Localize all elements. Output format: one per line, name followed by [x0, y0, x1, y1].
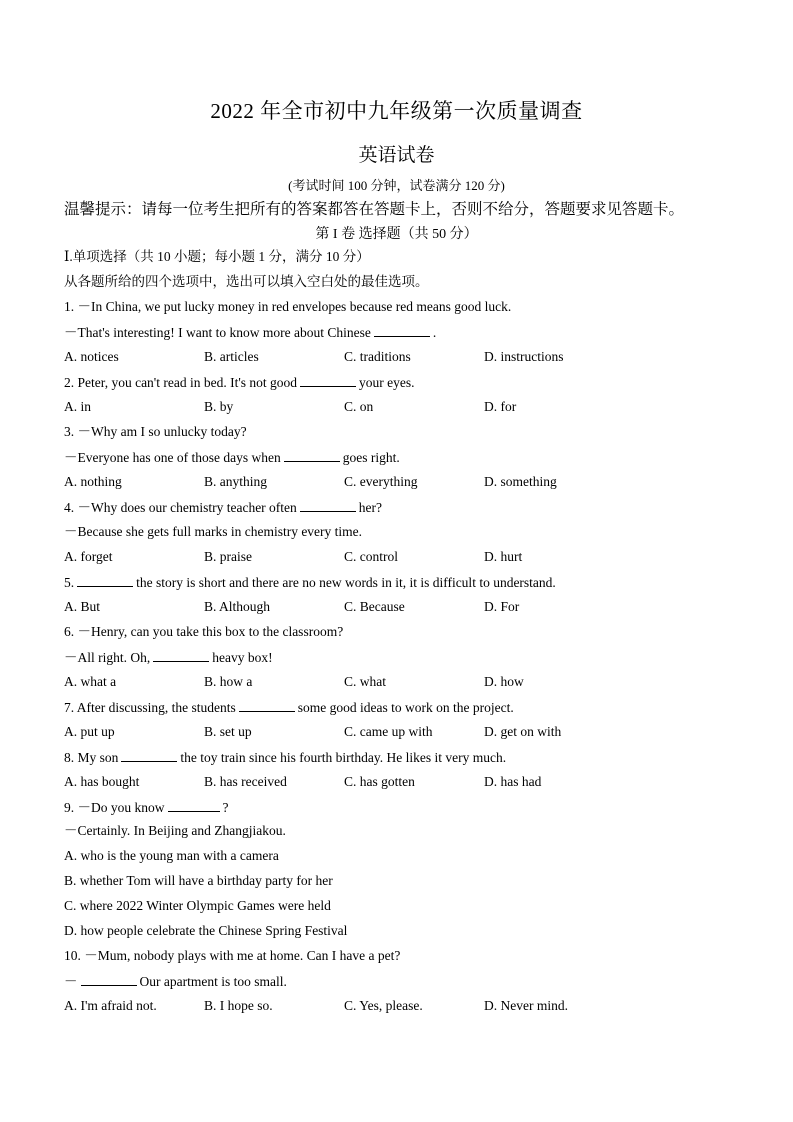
question-8-option-a: A. has bought — [64, 774, 140, 789]
question-8-line-1: 8. My son the toy train since his fourth birthday. He likes it very much. — [64, 750, 507, 765]
question-3-option-d: D. something — [484, 474, 557, 489]
answer-blank — [121, 749, 177, 762]
question-2-option-d: D. for — [484, 399, 517, 414]
question-3-option-c: C. everything — [344, 474, 418, 489]
question-2-option-a: A. in — [64, 399, 91, 414]
question-9-option-b: B. whether Tom will have a birthday party for her — [64, 873, 333, 888]
question-9-option-d: D. how people celebrate the Chinese Spring Festival — [64, 923, 348, 938]
question-9-option-c: C. where 2022 Winter Olympic Games were held — [64, 898, 331, 913]
question-4-line-1: 4. －Why does our chemistry teacher often her? — [64, 500, 383, 515]
question-3-line-2: －Everyone has one of those days when goes right. — [64, 450, 400, 465]
question-2-option-b: B. by — [204, 399, 234, 414]
question-9-line-2: －Certainly. In Beijing and Zhangjiakou. — [64, 823, 286, 838]
question-3-option-b: B. anything — [204, 474, 267, 489]
question-2-line-1: 2. Peter, you can't read in bed. It's not good your eyes. — [64, 375, 415, 390]
question-1-option-b: B. articles — [204, 349, 259, 364]
question-10-option-c: C. Yes, please. — [344, 998, 423, 1013]
question-10-line-1: 10. －Mum, nobody plays with me at home. Can I have a pet? — [64, 948, 401, 963]
question-1-option-a: A. notices — [64, 349, 119, 364]
answer-blank — [77, 574, 133, 587]
question-6-line-2: －All right. Oh, heavy box! — [64, 650, 273, 665]
question-10-line-2: － Our apartment is too small. — [64, 974, 287, 989]
question-5-line-1: 5. the story is short and there are no new words in it, it is difficult to understand. — [64, 575, 556, 590]
question-6-option-b: B. how a — [204, 674, 253, 689]
question-4-option-b: B. praise — [204, 549, 252, 564]
time-info: (考试时间 100 分钟，试卷满分 120 分) — [288, 178, 505, 193]
question-9-option-a: A. who is the young man with a camera — [64, 848, 279, 863]
question-10-option-a: A. I'm afraid not. — [64, 998, 157, 1013]
question-1-line-1: 1. －In China, we put lucky money in red envelopes because red means good luck. — [64, 299, 512, 314]
question-8-option-b: B. has received — [204, 774, 287, 789]
question-8-option-c: C. has gotten — [344, 774, 415, 789]
question-4-option-d: D. hurt — [484, 549, 523, 564]
section-heading: 第 I 卷 选择题（共 50 分） — [315, 227, 478, 242]
exam-subtitle: 英语试卷 — [358, 145, 435, 166]
question-1-option-d: D. instructions — [484, 349, 564, 364]
answer-blank — [168, 799, 220, 812]
question-4-option-c: C. control — [344, 549, 398, 564]
answer-blank — [239, 699, 295, 712]
question-6-option-d: D. how — [484, 674, 524, 689]
question-7-option-c: C. came up with — [344, 724, 433, 739]
question-5-option-b: B. Although — [204, 599, 271, 614]
question-6-option-c: C. what — [344, 674, 386, 689]
answer-blank — [81, 973, 137, 986]
question-3-line-1: 3. －Why am I so unlucky today? — [64, 424, 247, 439]
answer-blank — [374, 324, 430, 337]
question-10-option-d: D. Never mind. — [484, 998, 568, 1013]
question-7-option-a: A. put up — [64, 724, 115, 739]
question-9-line-1: 9. －Do you know ? — [64, 800, 229, 815]
answer-blank — [300, 499, 356, 512]
question-1-option-c: C. traditions — [344, 349, 411, 364]
question-5-option-c: C. Because — [344, 599, 405, 614]
answer-blank — [284, 449, 340, 462]
question-6-option-a: A. what a — [64, 674, 117, 689]
question-2-option-c: C. on — [344, 399, 374, 414]
question-7-option-b: B. set up — [204, 724, 252, 739]
question-3-option-a: A. nothing — [64, 474, 122, 489]
notice-text: 温馨提示：请每一位考生把所有的答案都答在答题卡上，否则不给分，答题要求见答题卡。 — [64, 201, 685, 218]
question-8-option-d: D. has had — [484, 774, 542, 789]
part-heading: Ⅰ.单项选择（共 10 小题；每小题 1 分，满分 10 分） — [64, 249, 370, 264]
part-instruction: 从各题所给的四个选项中，选出可以填入空白处的最佳选项。 — [64, 274, 429, 289]
answer-blank — [300, 374, 356, 387]
question-1-line-2: －That's interesting! I want to know more about Chinese . — [64, 325, 437, 340]
question-4-option-a: A. forget — [64, 549, 113, 564]
question-7-line-1: 7. After discussing, the students some good ideas to work on the project. — [64, 700, 514, 715]
question-6-line-1: 6. －Henry, can you take this box to the classroom? — [64, 624, 344, 639]
question-4-line-2: －Because she gets full marks in chemistry every time. — [64, 524, 363, 539]
question-5-option-d: D. For — [484, 599, 520, 614]
answer-blank — [153, 649, 209, 662]
question-5-option-a: A. But — [64, 599, 101, 614]
exam-title: 2022 年全市初中九年级第一次质量调查 — [210, 99, 583, 123]
question-7-option-d: D. get on with — [484, 724, 562, 739]
question-10-option-b: B. I hope so. — [204, 998, 273, 1013]
